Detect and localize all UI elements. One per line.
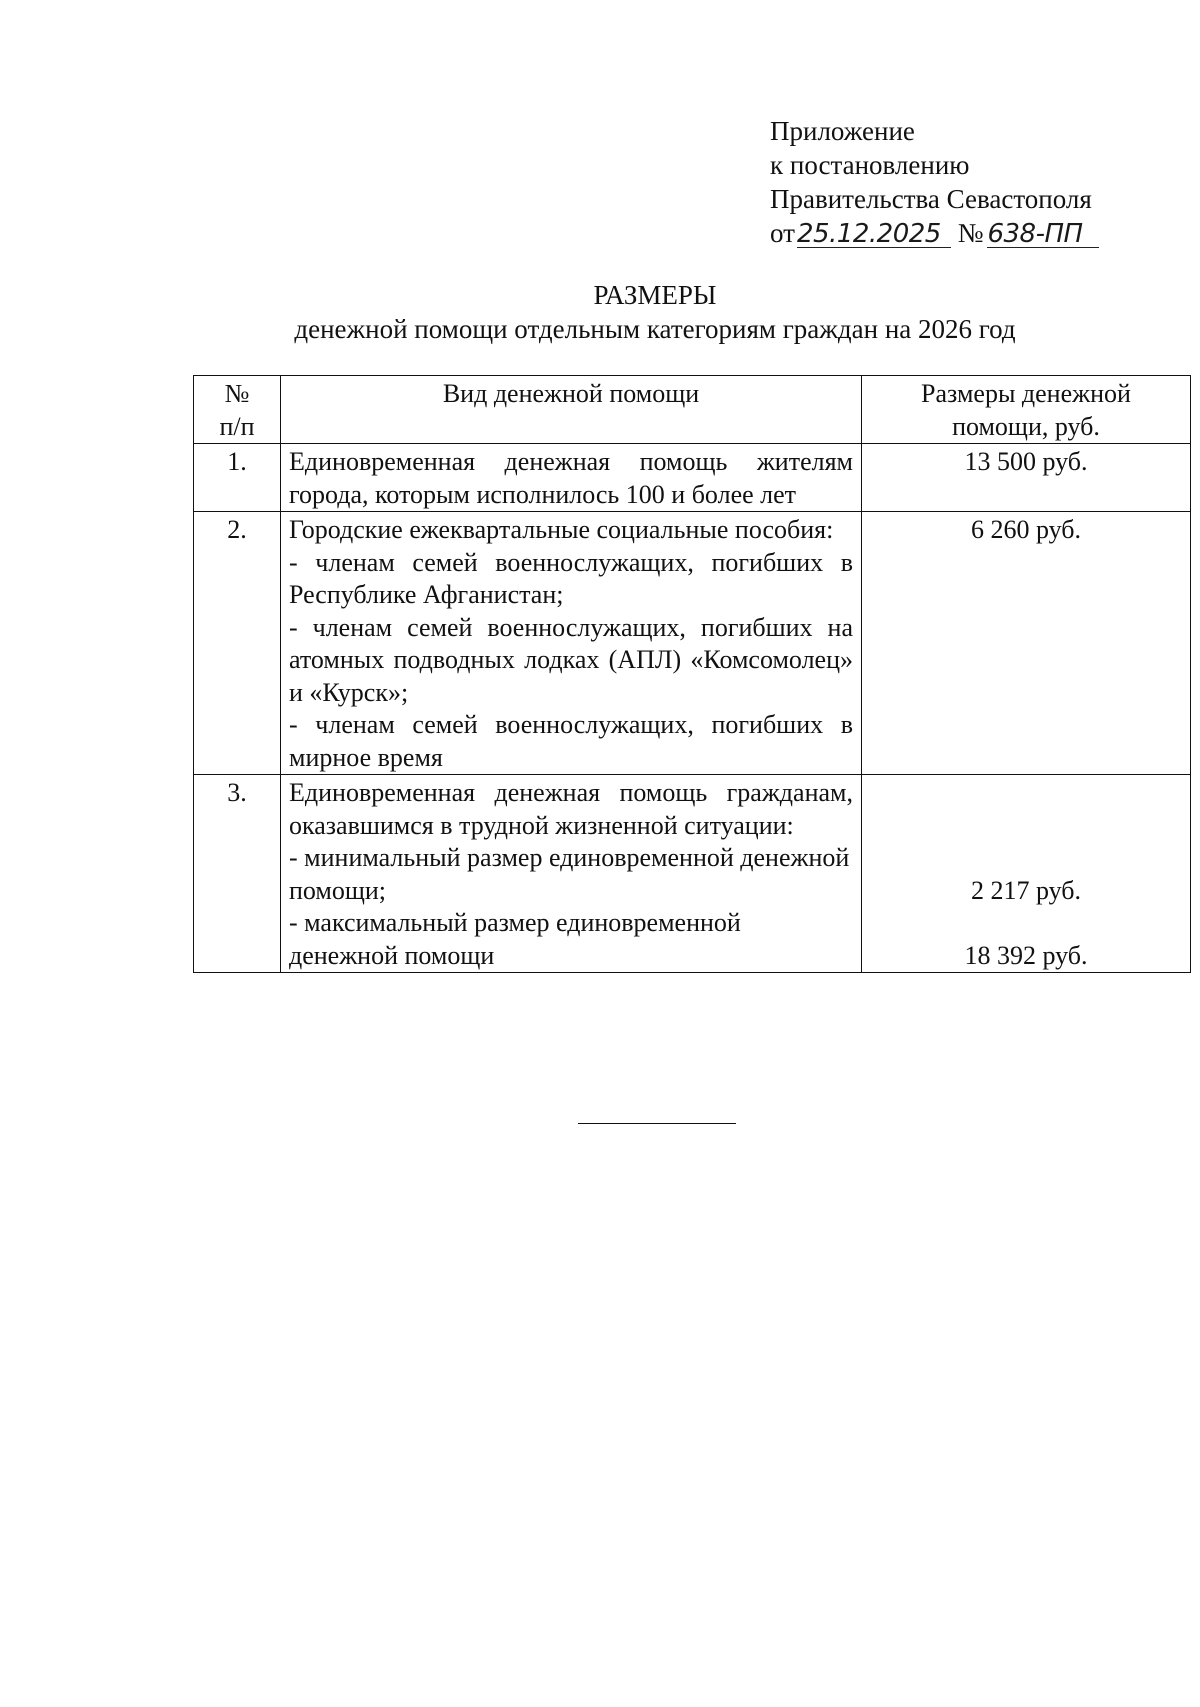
table-row — [194, 444, 1191, 512]
appendix-block — [770, 114, 1099, 250]
row-2-item-1: - членам семей военнослужащих, погибших в Республике Афганистан; — [289, 547, 853, 609]
header-amount-line-2: помощи, руб. — [952, 411, 1100, 441]
header-number — [194, 376, 281, 444]
header-amount — [862, 376, 1191, 444]
row-2-number: 2. — [194, 512, 281, 775]
header-amount-line-1: Размеры денежной — [921, 379, 1131, 408]
handwritten-number: 638-ПП — [987, 221, 1099, 248]
row-3-amounts — [862, 775, 1191, 973]
row-1-amount: 13 500 руб. — [862, 444, 1191, 512]
appendix-line-1: Приложение — [770, 116, 915, 146]
title-main: РАЗМЕРЫ — [593, 280, 717, 310]
row-1-text: Единовременная денежная помощь жителям города, которым исполнилось 100 и более лет — [289, 447, 853, 509]
table-row — [194, 775, 1191, 973]
header-type: Вид денежной помощи — [281, 376, 862, 444]
row-3-intro: Единовременная денежная помощь гражданам, оказавшимся в трудной жизненной ситуации: — [289, 778, 853, 840]
row-2-type — [281, 512, 862, 775]
row-3-amount-min: 2 217 руб. — [970, 875, 1082, 905]
row-2-item-2: - членам семей военнослужащих, погибших на атомных подводных лодках (АПЛ) «Комсомолец» и «Курск»; — [289, 612, 853, 707]
end-separator-line — [578, 1123, 736, 1124]
title-subtitle: денежной помощи отдельным категориям граждан на 2026 год — [294, 314, 1016, 344]
row-3-amount-max: 18 392 руб. — [964, 940, 1088, 970]
appendix-line-3: Правительства Севастополя — [770, 184, 1092, 214]
row-2-item-3: - членам семей военнослужащих, погибших в мирное время — [289, 710, 853, 772]
row-1-number: 1. — [194, 444, 281, 512]
header-number-line-2: п/п — [219, 411, 255, 441]
date-prefix: от — [770, 218, 795, 248]
appendix-line-2: к постановлению — [770, 150, 970, 180]
header-number-line-1: № — [224, 379, 250, 408]
document-title — [0, 278, 1200, 346]
row-3-number: 3. — [194, 775, 281, 973]
row-3-type — [281, 775, 862, 973]
table-header-row — [194, 376, 1191, 444]
number-prefix: № — [957, 218, 984, 248]
row-3-item-1: - минимальный размер единовременной денежной помощи; — [289, 843, 850, 905]
appendix-date-number-line — [770, 216, 1099, 250]
handwritten-date: 25.12.2025 — [797, 221, 951, 248]
table-row — [194, 512, 1191, 775]
row-2-amount: 6 260 руб. — [862, 512, 1191, 775]
row-3-item-2: - максимальный размер единовременной денежной помощи — [289, 908, 741, 970]
row-1-type — [281, 444, 862, 512]
row-2-intro: Городские ежеквартальные социальные пособия: — [289, 515, 834, 544]
assistance-table — [193, 375, 1191, 973]
row-3-amount-spacer — [870, 777, 1182, 875]
